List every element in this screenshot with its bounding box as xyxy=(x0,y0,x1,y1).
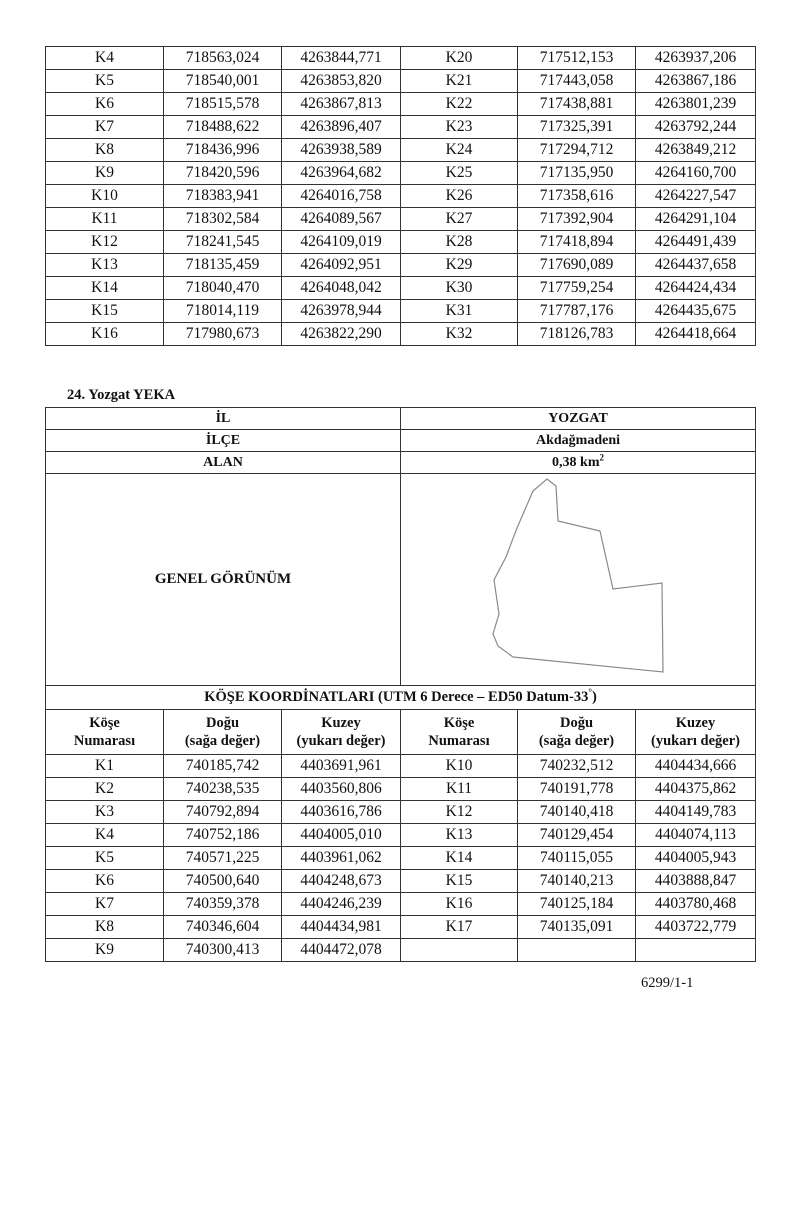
table-cell: 4263844,771 xyxy=(282,47,401,70)
table-cell: 4264048,042 xyxy=(282,277,401,300)
degree-symbol: ° xyxy=(588,687,592,698)
table-cell: 4263867,813 xyxy=(282,93,401,116)
table-cell: 740792,894 xyxy=(164,801,282,824)
table-cell: 717294,712 xyxy=(518,139,636,162)
table-cell: 4263867,186 xyxy=(636,70,756,93)
table-cell: K21 xyxy=(401,70,518,93)
coordinate-table-continued xyxy=(45,46,756,346)
table-cell: 718563,024 xyxy=(164,47,282,70)
coordinates-header-row xyxy=(46,710,756,755)
table-cell: 740115,055 xyxy=(518,847,636,870)
table-cell: 718126,783 xyxy=(518,323,636,346)
table-cell: K16 xyxy=(46,323,164,346)
table-row xyxy=(46,47,756,70)
table-row xyxy=(46,916,756,939)
table-cell: 4263853,820 xyxy=(282,70,401,93)
table-cell: 718383,941 xyxy=(164,185,282,208)
ilce-value: Akdağmadeni xyxy=(401,430,756,452)
table-cell: 4404246,239 xyxy=(282,893,401,916)
table-row xyxy=(46,300,756,323)
table-cell: K7 xyxy=(46,116,164,139)
table-cell: 4404005,943 xyxy=(636,847,756,870)
table-cell: K6 xyxy=(46,870,164,893)
table-cell: K32 xyxy=(401,323,518,346)
table-cell: K9 xyxy=(46,939,164,962)
alan-unit-exponent: 2 xyxy=(599,452,604,463)
table-cell: 4404149,783 xyxy=(636,801,756,824)
table-cell: 4264435,675 xyxy=(636,300,756,323)
table-cell: 717787,176 xyxy=(518,300,636,323)
table-cell: K11 xyxy=(401,778,518,801)
table-cell: 4264016,758 xyxy=(282,185,401,208)
genel-gorunum-label: GENEL GÖRÜNÜM xyxy=(46,474,401,686)
table-cell: 718040,470 xyxy=(164,277,282,300)
table-cell: K23 xyxy=(401,116,518,139)
table-cell: 740571,225 xyxy=(164,847,282,870)
table-cell: 4264291,104 xyxy=(636,208,756,231)
table-cell: 718540,001 xyxy=(164,70,282,93)
alan-label: ALAN xyxy=(46,452,401,474)
table-cell: 740232,512 xyxy=(518,755,636,778)
il-value: YOZGAT xyxy=(401,408,756,430)
table-row xyxy=(46,870,756,893)
table-cell: 4404375,862 xyxy=(636,778,756,801)
table-cell: K14 xyxy=(401,847,518,870)
table-row xyxy=(46,323,756,346)
table-cell: K15 xyxy=(46,300,164,323)
table-cell: K11 xyxy=(46,208,164,231)
header-dogu-2: Doğu (sağa değer) xyxy=(518,710,636,755)
table-cell: K25 xyxy=(401,162,518,185)
table-cell: K6 xyxy=(46,93,164,116)
yozgat-yeka-table xyxy=(45,407,756,962)
table-cell: 4404074,113 xyxy=(636,824,756,847)
table-row xyxy=(46,778,756,801)
ilce-row xyxy=(46,430,756,452)
table-row xyxy=(46,847,756,870)
table-row xyxy=(46,277,756,300)
table-cell: 740300,413 xyxy=(164,939,282,962)
table-cell: 4403888,847 xyxy=(636,870,756,893)
table-cell: 718436,996 xyxy=(164,139,282,162)
table-cell: K4 xyxy=(46,47,164,70)
table-row xyxy=(46,755,756,778)
section-heading: 24. Yozgat YEKA xyxy=(67,387,176,403)
table-cell: K5 xyxy=(46,70,164,93)
table-cell: 4264160,700 xyxy=(636,162,756,185)
table-cell: 4263801,239 xyxy=(636,93,756,116)
table-row xyxy=(46,93,756,116)
table-cell: 718515,578 xyxy=(164,93,282,116)
table-cell: 718241,545 xyxy=(164,231,282,254)
coordinates-title: KÖŞE KOORDİNATLARI (UTM 6 Derece – ED50 Datum-33°) xyxy=(46,686,756,710)
table-cell: 4264491,439 xyxy=(636,231,756,254)
table-cell: 717418,894 xyxy=(518,231,636,254)
table-cell: K13 xyxy=(46,254,164,277)
table-row xyxy=(46,893,756,916)
alan-value-cell xyxy=(401,452,756,474)
table-cell: K29 xyxy=(401,254,518,277)
table-cell: 4263896,407 xyxy=(282,116,401,139)
table-cell: K13 xyxy=(401,824,518,847)
site-outline-map xyxy=(401,474,756,686)
table-cell: 740346,604 xyxy=(164,916,282,939)
table-cell: 4403722,779 xyxy=(636,916,756,939)
table-cell: K8 xyxy=(46,916,164,939)
table-row xyxy=(46,162,756,185)
table-cell: 4403560,806 xyxy=(282,778,401,801)
table-cell: K4 xyxy=(46,824,164,847)
header-kose-numarasi-2: Köşe Numarası xyxy=(401,710,518,755)
table-cell: 4263938,589 xyxy=(282,139,401,162)
table-cell: 4264418,664 xyxy=(636,323,756,346)
table-cell: 4264424,434 xyxy=(636,277,756,300)
table-cell: 4404248,673 xyxy=(282,870,401,893)
table-cell: K8 xyxy=(46,139,164,162)
table-cell: 4404005,010 xyxy=(282,824,401,847)
table-cell: K28 xyxy=(401,231,518,254)
table-cell: K30 xyxy=(401,277,518,300)
table-cell: 4263978,944 xyxy=(282,300,401,323)
table-row xyxy=(46,824,756,847)
header-kose-numarasi: Köşe Numarası xyxy=(46,710,164,755)
table-cell: 4263937,206 xyxy=(636,47,756,70)
table-row xyxy=(46,116,756,139)
il-row xyxy=(46,408,756,430)
table-row xyxy=(46,70,756,93)
table-cell: 718488,622 xyxy=(164,116,282,139)
table-cell: 740140,213 xyxy=(518,870,636,893)
table-cell: 4264089,567 xyxy=(282,208,401,231)
table-cell: 4404472,078 xyxy=(282,939,401,962)
site-boundary-polygon-graphic xyxy=(403,474,753,685)
table-cell: 4264227,547 xyxy=(636,185,756,208)
table-cell: K1 xyxy=(46,755,164,778)
table-cell: 717358,616 xyxy=(518,185,636,208)
table-cell: 740359,378 xyxy=(164,893,282,916)
table-cell: K5 xyxy=(46,847,164,870)
table-cell: 717759,254 xyxy=(518,277,636,300)
table-cell: K22 xyxy=(401,93,518,116)
table-row xyxy=(46,801,756,824)
table-cell: K7 xyxy=(46,893,164,916)
table-row xyxy=(46,139,756,162)
table-cell: 717325,391 xyxy=(518,116,636,139)
coordinates-title-row xyxy=(46,686,756,710)
table-cell: 4403691,961 xyxy=(282,755,401,778)
table-row xyxy=(46,208,756,231)
table-cell: K12 xyxy=(401,801,518,824)
table-cell: 4263792,244 xyxy=(636,116,756,139)
table-cell: 740238,535 xyxy=(164,778,282,801)
table-cell: 740135,091 xyxy=(518,916,636,939)
table-cell: K9 xyxy=(46,162,164,185)
table-cell: K24 xyxy=(401,139,518,162)
table-cell: K27 xyxy=(401,208,518,231)
table-cell: 718135,459 xyxy=(164,254,282,277)
table-cell: 740140,418 xyxy=(518,801,636,824)
table-cell: K10 xyxy=(46,185,164,208)
table-cell: 717135,950 xyxy=(518,162,636,185)
alan-row xyxy=(46,452,756,474)
table-cell: 740500,640 xyxy=(164,870,282,893)
table-cell: 717980,673 xyxy=(164,323,282,346)
header-kuzey-2: Kuzey (yukarı değer) xyxy=(636,710,756,755)
table-cell: 4404434,666 xyxy=(636,755,756,778)
table-cell: 4403961,062 xyxy=(282,847,401,870)
table-cell: 740191,778 xyxy=(518,778,636,801)
table-cell: 718420,596 xyxy=(164,162,282,185)
table-cell: 717690,089 xyxy=(518,254,636,277)
table-cell: K14 xyxy=(46,277,164,300)
table-cell: K10 xyxy=(401,755,518,778)
il-label: İL xyxy=(46,408,401,430)
table-cell: K31 xyxy=(401,300,518,323)
table-cell xyxy=(636,939,756,962)
table-cell: 4263849,212 xyxy=(636,139,756,162)
table-cell: K3 xyxy=(46,801,164,824)
site-boundary-outline xyxy=(493,479,663,672)
table-cell: 718014,119 xyxy=(164,300,282,323)
table-cell: 4404434,981 xyxy=(282,916,401,939)
table-cell: K15 xyxy=(401,870,518,893)
table-cell: K26 xyxy=(401,185,518,208)
table-cell: 4403780,468 xyxy=(636,893,756,916)
table-cell: K16 xyxy=(401,893,518,916)
header-dogu: Doğu (sağa değer) xyxy=(164,710,282,755)
table-cell: K20 xyxy=(401,47,518,70)
table-cell: 718302,584 xyxy=(164,208,282,231)
table-cell: 717443,058 xyxy=(518,70,636,93)
table-cell: 4264109,019 xyxy=(282,231,401,254)
table-cell: 4263822,290 xyxy=(282,323,401,346)
table-cell: 717512,153 xyxy=(518,47,636,70)
table-row xyxy=(46,254,756,277)
table-cell: 4264437,658 xyxy=(636,254,756,277)
table-cell: 4403616,786 xyxy=(282,801,401,824)
table-cell: 740185,742 xyxy=(164,755,282,778)
table-cell: 740752,186 xyxy=(164,824,282,847)
table-cell: 740125,184 xyxy=(518,893,636,916)
table-cell: 4264092,951 xyxy=(282,254,401,277)
table-cell: K17 xyxy=(401,916,518,939)
ilce-label: İLÇE xyxy=(46,430,401,452)
alan-value: 0,38 km xyxy=(552,455,600,470)
table-cell: 717392,904 xyxy=(518,208,636,231)
table-cell: K2 xyxy=(46,778,164,801)
page-number: 6299/1-1 xyxy=(641,975,694,991)
table-cell: K12 xyxy=(46,231,164,254)
table-cell xyxy=(518,939,636,962)
table-cell: 740129,454 xyxy=(518,824,636,847)
table-row xyxy=(46,939,756,962)
table-row xyxy=(46,185,756,208)
table-cell: 4263964,682 xyxy=(282,162,401,185)
genel-gorunum-row xyxy=(46,474,756,686)
table-cell: 717438,881 xyxy=(518,93,636,116)
table-row xyxy=(46,231,756,254)
header-kuzey: Kuzey (yukarı değer) xyxy=(282,710,401,755)
table-cell xyxy=(401,939,518,962)
